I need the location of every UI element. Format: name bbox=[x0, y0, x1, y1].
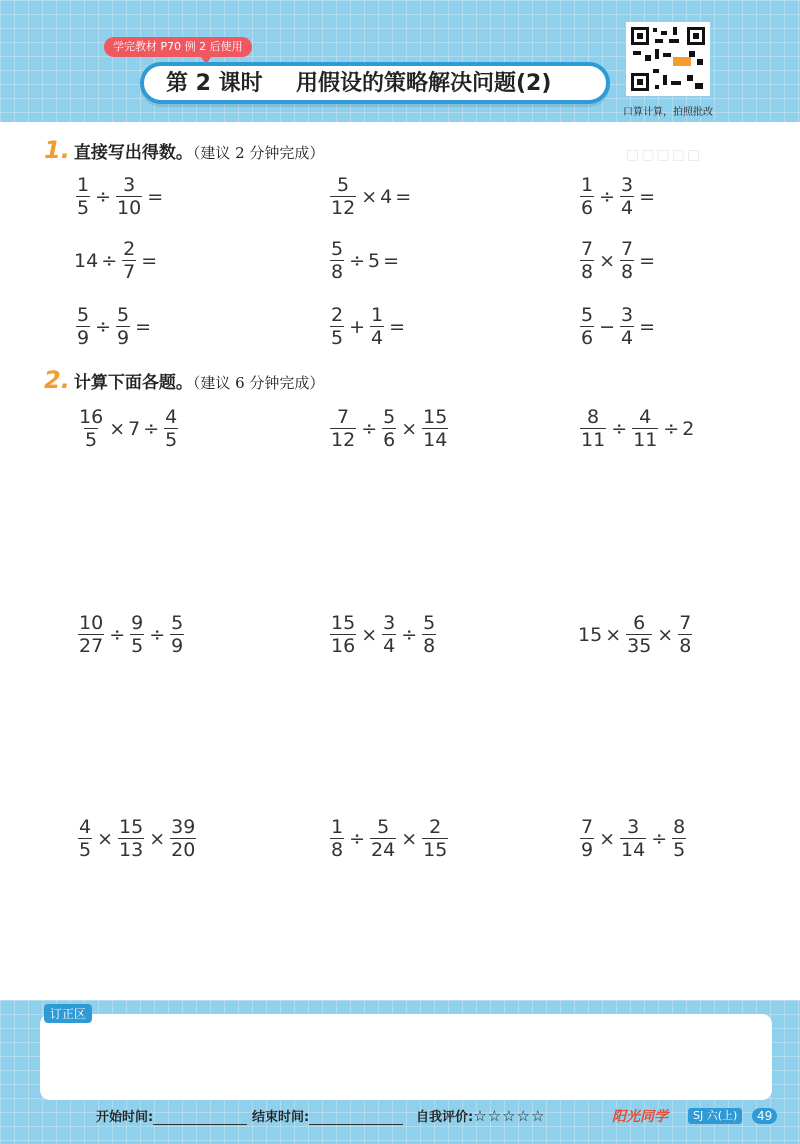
section2-hint: （建议 6 分钟完成） bbox=[192, 374, 325, 392]
operator: × bbox=[599, 827, 616, 850]
numerator: 2 bbox=[331, 304, 344, 326]
numerator: 1 bbox=[371, 304, 384, 326]
fraction bbox=[632, 406, 658, 451]
numerator: 4 bbox=[79, 816, 92, 838]
numerator: 15 bbox=[331, 612, 356, 634]
denominator: 9 bbox=[77, 327, 90, 349]
fraction bbox=[130, 612, 144, 657]
fraction bbox=[422, 406, 448, 451]
numerator: 6 bbox=[633, 612, 646, 634]
end-time-blank[interactable] bbox=[309, 1112, 403, 1125]
section2-number: 2. bbox=[44, 366, 70, 394]
grade-badge: SJ 六(上) bbox=[688, 1108, 742, 1124]
numerator: 7 bbox=[581, 816, 594, 838]
fraction bbox=[330, 174, 356, 219]
fraction bbox=[122, 238, 136, 283]
numerator: 9 bbox=[131, 612, 144, 634]
operator: ÷ bbox=[149, 623, 166, 646]
fraction bbox=[620, 816, 646, 861]
fraction bbox=[330, 816, 344, 861]
numerator: 3 bbox=[621, 174, 634, 196]
operator: ÷ bbox=[349, 249, 366, 272]
denominator: 9 bbox=[117, 327, 130, 349]
operator: ÷ bbox=[109, 623, 126, 646]
fraction bbox=[620, 238, 634, 283]
star-rating[interactable]: ☆☆☆☆☆ bbox=[473, 1107, 546, 1125]
numerator: 5 bbox=[117, 304, 130, 326]
calc-problem bbox=[578, 612, 694, 657]
denominator: 16 bbox=[331, 635, 356, 657]
calc-problem bbox=[328, 612, 438, 657]
denominator: 35 bbox=[627, 635, 652, 657]
denominator: 6 bbox=[581, 327, 594, 349]
denominator: 5 bbox=[79, 839, 92, 861]
fraction bbox=[672, 816, 686, 861]
denominator: 8 bbox=[581, 261, 594, 283]
denominator: 20 bbox=[171, 839, 196, 861]
page-number: 49 bbox=[752, 1108, 777, 1124]
denominator: 8 bbox=[621, 261, 634, 283]
denominator: 5 bbox=[131, 635, 144, 657]
calc-problem bbox=[76, 612, 186, 657]
lesson-number: 第 2 课时 bbox=[166, 71, 263, 96]
operator: × bbox=[657, 623, 674, 646]
numerator: 39 bbox=[171, 816, 196, 838]
denominator: 14 bbox=[423, 429, 448, 451]
start-time bbox=[96, 1106, 247, 1125]
numerator: 4 bbox=[165, 406, 178, 428]
fraction bbox=[580, 174, 594, 219]
operator: ÷ bbox=[101, 249, 118, 272]
fraction bbox=[330, 304, 344, 349]
fraction bbox=[170, 612, 184, 657]
start-time-blank[interactable] bbox=[153, 1112, 247, 1125]
operator: ÷ bbox=[663, 417, 680, 440]
denominator: 5 bbox=[331, 327, 344, 349]
denominator: 8 bbox=[679, 635, 692, 657]
numerator: 1 bbox=[77, 174, 90, 196]
fraction bbox=[370, 816, 396, 861]
denominator: 27 bbox=[79, 635, 104, 657]
operator: + bbox=[349, 315, 366, 338]
denominator: 4 bbox=[371, 327, 384, 349]
section2-title: 计算下面各题。 bbox=[73, 373, 193, 393]
denominator: 12 bbox=[331, 197, 356, 219]
whole-number: 15 bbox=[578, 623, 603, 646]
denominator: 4 bbox=[621, 327, 634, 349]
fraction bbox=[164, 406, 178, 451]
denominator: 7 bbox=[123, 261, 136, 283]
fraction bbox=[118, 816, 144, 861]
title-banner bbox=[140, 62, 610, 104]
qr-caption: 口算计算，拍照批改 bbox=[623, 107, 713, 118]
numerator: 8 bbox=[587, 406, 600, 428]
denominator: 10 bbox=[117, 197, 142, 219]
fraction bbox=[330, 238, 344, 283]
section1-number: 1. bbox=[44, 136, 70, 164]
fraction bbox=[170, 816, 196, 861]
faint-print-through: □□□□□ bbox=[626, 147, 703, 163]
operator: − bbox=[599, 315, 616, 338]
operator: × bbox=[109, 417, 126, 440]
equals-sign: = bbox=[147, 185, 164, 208]
denominator: 8 bbox=[331, 839, 344, 861]
operator: × bbox=[361, 185, 378, 208]
numerator: 7 bbox=[337, 406, 350, 428]
fraction bbox=[382, 612, 396, 657]
denominator: 15 bbox=[423, 839, 448, 861]
equals-sign: = bbox=[639, 185, 656, 208]
numerator: 5 bbox=[337, 174, 350, 196]
fraction bbox=[422, 612, 436, 657]
section1-hint: （建议 2 分钟完成） bbox=[192, 144, 325, 162]
denominator: 11 bbox=[633, 429, 658, 451]
operator: ÷ bbox=[401, 623, 418, 646]
fraction bbox=[76, 174, 90, 219]
equals-sign: = bbox=[639, 249, 656, 272]
fraction bbox=[422, 816, 448, 861]
self-eval-label: 自我评价: bbox=[416, 1110, 474, 1125]
section1-heading bbox=[44, 138, 324, 165]
fraction bbox=[382, 406, 396, 451]
denominator: 12 bbox=[331, 429, 356, 451]
denominator: 13 bbox=[119, 839, 144, 861]
fraction bbox=[370, 304, 384, 349]
fraction bbox=[78, 816, 92, 861]
denominator: 4 bbox=[621, 197, 634, 219]
numerator: 3 bbox=[627, 816, 640, 838]
operator: ÷ bbox=[349, 827, 366, 850]
numerator: 7 bbox=[621, 238, 634, 260]
calc-problem bbox=[328, 406, 450, 451]
fraction bbox=[116, 174, 142, 219]
correction-label: 订正区 bbox=[44, 1004, 92, 1023]
numerator: 16 bbox=[79, 406, 104, 428]
equals-sign: = bbox=[141, 249, 158, 272]
operator: × bbox=[97, 827, 114, 850]
usage-tag: 学完教材 P70 例 2 后使用 bbox=[104, 37, 252, 57]
section1-title: 直接写出得数。 bbox=[73, 143, 193, 163]
whole-number: 7 bbox=[128, 417, 141, 440]
numerator: 5 bbox=[77, 304, 90, 326]
fraction bbox=[580, 816, 594, 861]
quick-calc-item bbox=[74, 238, 160, 283]
operator: ÷ bbox=[611, 417, 628, 440]
operator: × bbox=[401, 417, 418, 440]
fraction bbox=[580, 238, 594, 283]
denominator: 9 bbox=[171, 635, 184, 657]
numerator: 5 bbox=[383, 406, 396, 428]
numerator: 1 bbox=[331, 816, 344, 838]
fraction bbox=[678, 612, 692, 657]
correction-area[interactable] bbox=[40, 1014, 772, 1100]
quick-calc-item bbox=[578, 304, 658, 349]
numerator: 3 bbox=[383, 612, 396, 634]
denominator: 8 bbox=[331, 261, 344, 283]
operator: × bbox=[599, 249, 616, 272]
quick-calc-item bbox=[578, 174, 658, 219]
numerator: 10 bbox=[79, 612, 104, 634]
start-time-label: 开始时间: bbox=[96, 1110, 154, 1125]
calc-problem bbox=[578, 816, 688, 861]
numerator: 5 bbox=[331, 238, 344, 260]
whole-number: 2 bbox=[682, 417, 695, 440]
calc-problem bbox=[76, 816, 198, 861]
fraction bbox=[78, 612, 104, 657]
numerator: 8 bbox=[673, 816, 686, 838]
fraction bbox=[620, 304, 634, 349]
fraction bbox=[620, 174, 634, 219]
whole-number: 5 bbox=[368, 249, 381, 272]
equals-sign: = bbox=[395, 185, 412, 208]
numerator: 7 bbox=[581, 238, 594, 260]
whole-number: 4 bbox=[380, 185, 393, 208]
operator: × bbox=[361, 623, 378, 646]
operator: ÷ bbox=[361, 417, 378, 440]
denominator: 5 bbox=[165, 429, 178, 451]
operator: × bbox=[605, 623, 622, 646]
self-evaluation bbox=[416, 1106, 545, 1125]
calc-problem bbox=[578, 406, 694, 451]
numerator: 2 bbox=[429, 816, 442, 838]
operator: ÷ bbox=[95, 185, 112, 208]
denominator: 8 bbox=[423, 635, 436, 657]
quick-calc-item bbox=[328, 238, 402, 283]
brand-logo: 阳光同学 bbox=[612, 1109, 668, 1125]
qr-code[interactable] bbox=[626, 22, 710, 96]
quick-calc-item bbox=[328, 304, 408, 349]
denominator: 4 bbox=[383, 635, 396, 657]
operator: ÷ bbox=[95, 315, 112, 338]
numerator: 15 bbox=[119, 816, 144, 838]
numerator: 2 bbox=[123, 238, 136, 260]
fraction bbox=[76, 304, 90, 349]
quick-calc-item bbox=[74, 304, 154, 349]
fraction bbox=[580, 304, 594, 349]
numerator: 5 bbox=[377, 816, 390, 838]
end-time-label: 结束时间: bbox=[252, 1110, 310, 1125]
quick-calc-item bbox=[74, 174, 166, 219]
numerator: 5 bbox=[423, 612, 436, 634]
denominator: 11 bbox=[581, 429, 606, 451]
operator: × bbox=[149, 827, 166, 850]
numerator: 1 bbox=[581, 174, 594, 196]
fraction bbox=[626, 612, 652, 657]
fraction bbox=[330, 612, 356, 657]
whole-number: 14 bbox=[74, 249, 99, 272]
denominator: 6 bbox=[581, 197, 594, 219]
equals-sign: = bbox=[383, 249, 400, 272]
page-title: 用假设的策略解决问题(2) bbox=[296, 71, 552, 96]
fraction bbox=[78, 406, 104, 451]
operator: ÷ bbox=[143, 417, 160, 440]
numerator: 7 bbox=[679, 612, 692, 634]
numerator: 4 bbox=[639, 406, 652, 428]
equals-sign: = bbox=[639, 315, 656, 338]
denominator: 5 bbox=[85, 429, 98, 451]
calc-problem bbox=[76, 406, 180, 451]
denominator: 14 bbox=[621, 839, 646, 861]
calc-problem bbox=[328, 816, 450, 861]
fraction bbox=[580, 406, 606, 451]
numerator: 5 bbox=[171, 612, 184, 634]
quick-calc-item bbox=[328, 174, 414, 219]
equals-sign: = bbox=[135, 315, 152, 338]
operator: ÷ bbox=[651, 827, 668, 850]
section2-heading bbox=[44, 368, 324, 395]
numerator: 5 bbox=[581, 304, 594, 326]
equals-sign: = bbox=[389, 315, 406, 338]
numerator: 15 bbox=[423, 406, 448, 428]
numerator: 3 bbox=[621, 304, 634, 326]
end-time bbox=[252, 1106, 403, 1125]
quick-calc-item bbox=[578, 238, 658, 283]
denominator: 5 bbox=[673, 839, 686, 861]
operator: ÷ bbox=[599, 185, 616, 208]
denominator: 5 bbox=[77, 197, 90, 219]
fraction bbox=[116, 304, 130, 349]
denominator: 24 bbox=[371, 839, 396, 861]
numerator: 3 bbox=[123, 174, 136, 196]
denominator: 9 bbox=[581, 839, 594, 861]
denominator: 6 bbox=[383, 429, 396, 451]
operator: × bbox=[401, 827, 418, 850]
fraction bbox=[330, 406, 356, 451]
